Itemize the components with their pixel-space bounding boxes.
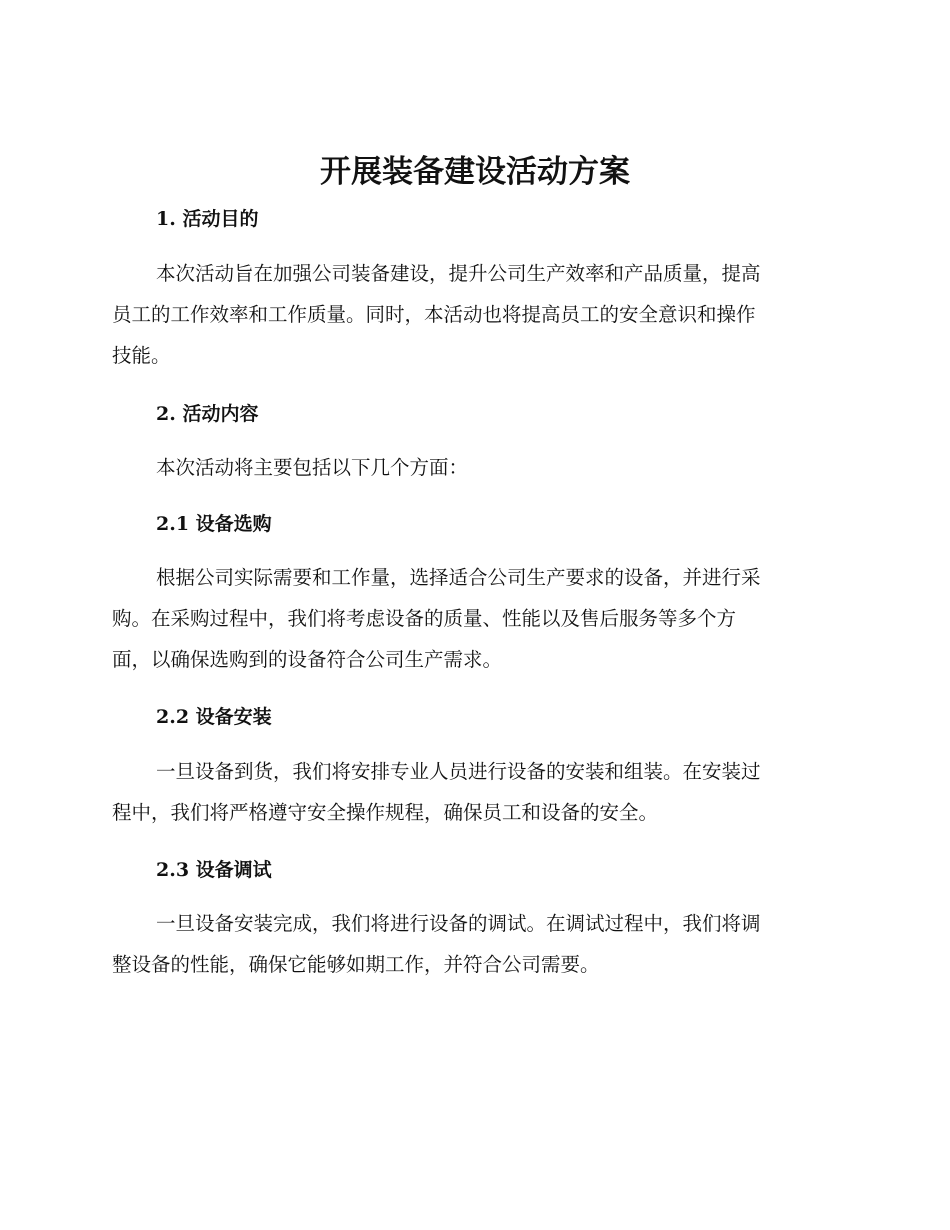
section-heading-content: 2. 活动内容 bbox=[156, 403, 259, 425]
paragraph-line: 本次活动旨在加强公司装备建设，提升公司生产效率和产品质量，提高 bbox=[156, 262, 761, 285]
paragraph-line: 本次活动将主要包括以下几个方面： bbox=[156, 456, 469, 479]
paragraph-line: 面，以确保选购到的设备符合公司生产需求。 bbox=[112, 648, 503, 671]
section-heading-equipment-debugging: 2.3 设备调试 bbox=[156, 859, 272, 881]
paragraph-equipment-debugging bbox=[112, 903, 832, 985]
paragraph-line: 技能。 bbox=[112, 344, 171, 367]
paragraph-line: 一旦设备安装完成，我们将进行设备的调试。在调试过程中，我们将调 bbox=[156, 912, 761, 935]
paragraph-line: 一旦设备到货，我们将安排专业人员进行设备的安装和组装。在安装过 bbox=[156, 760, 761, 783]
document-title: 开展装备建设活动方案 bbox=[320, 154, 630, 190]
paragraph-purpose bbox=[112, 253, 832, 376]
paragraph-line: 整设备的性能，确保它能够如期工作，并符合公司需要。 bbox=[112, 953, 600, 976]
paragraph-equipment-purchase bbox=[112, 557, 832, 680]
paragraph-line: 员工的工作效率和工作质量。同时，本活动也将提高员工的安全意识和操作 bbox=[112, 303, 756, 326]
section-heading-equipment-purchase: 2.1 设备选购 bbox=[156, 513, 272, 535]
paragraph-equipment-installation bbox=[112, 751, 832, 833]
paragraph-line: 程中，我们将严格遵守安全操作规程，确保员工和设备的安全。 bbox=[112, 801, 659, 824]
section-heading-equipment-installation: 2.2 设备安装 bbox=[156, 706, 272, 728]
section-heading-purpose: 1. 活动目的 bbox=[156, 208, 259, 230]
paragraph-line: 购。在采购过程中，我们将考虑设备的质量、性能以及售后服务等多个方 bbox=[112, 607, 737, 630]
paragraph-line: 根据公司实际需要和工作量，选择适合公司生产要求的设备，并进行采 bbox=[156, 566, 761, 589]
paragraph-content-intro bbox=[112, 447, 832, 488]
